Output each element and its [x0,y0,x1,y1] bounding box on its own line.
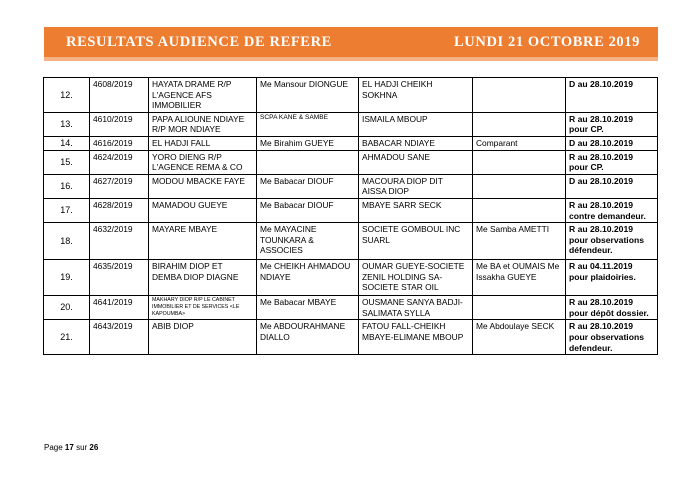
plaintiff-cell: EL HADJI FALL [149,136,257,150]
plaintiff-cell: MAMADOU GUEYE [149,198,257,222]
table-row [44,78,658,113]
defendant-lawyer-cell [473,112,566,136]
plaintiff-lawyer-cell: Me Babacar DIOUF [257,174,359,198]
result-cell: D au 28.10.2019 [566,78,658,113]
defendant-cell: OUSMANE SANYA BADJI-SALIMATA SYLLA [359,296,473,320]
plaintiff-cell: BIRAHIM DIOP ET DEMBA DIOP DIAGNE [149,260,257,296]
row-number-cell: 14. [44,136,90,150]
plaintiff-lawyer-cell: SCPA KANE & SAMBE [257,112,359,136]
result-cell: D au 28.10.2019 [566,174,658,198]
hearing-date: LUNDI 21 OCTOBRE 2019 [454,33,640,50]
defendant-lawyer-cell: Me BA et OUMAIS Me Issakha GUEYE [473,260,566,296]
row-number-cell: 12. [44,78,90,113]
defendant-lawyer-cell: Me Samba AMETTI [473,223,566,260]
result-cell: R au 28.10.2019 pour CP. [566,112,658,136]
header-banner [44,27,658,57]
plaintiff-lawyer-cell: Me Birahim GUEYE [257,136,359,150]
defendant-lawyer-cell [473,78,566,113]
row-number-cell: 18. [44,223,90,260]
plaintiff-cell: MAYARE MBAYE [149,223,257,260]
defendant-lawyer-cell: Comparant [473,136,566,150]
case-number-cell: 4610/2019 [90,112,149,136]
defendant-cell: OUMAR GUEYE-SOCIETE ZENIL HOLDING SA-SOCIETE STAR OIL [359,260,473,296]
row-number-cell: 21. [44,320,90,355]
result-cell: R au 28.10.2019 pour observations défendeur. [566,223,658,260]
plaintiff-cell: PAPA ALIOUNE NDIAYE R/P MOR NDIAYE [149,112,257,136]
defendant-lawyer-cell [473,296,566,320]
row-number-cell: 20. [44,296,90,320]
result-cell: R au 28.10.2019 contre demandeur. [566,198,658,222]
defendant-lawyer-cell [473,198,566,222]
defendant-lawyer-cell [473,174,566,198]
plaintiff-lawyer-cell: Me Babacar MBAYE [257,296,359,320]
results-table [43,77,658,355]
defendant-cell: FATOU FALL-CHEIKH MBAYE-ELIMANE MBOUP [359,320,473,355]
row-number-cell: 19. [44,260,90,296]
case-number-cell: 4624/2019 [90,150,149,174]
row-number-cell: 16. [44,174,90,198]
defendant-cell: AHMADOU SANE [359,150,473,174]
plaintiff-lawyer-cell: Me MAYACINE TOUNKARA & ASSOCIES [257,223,359,260]
table-row [44,136,658,150]
row-number-cell: 13. [44,112,90,136]
plaintiff-lawyer-cell [257,150,359,174]
result-cell: R au 28.10.2019 pour dépôt dossier. [566,296,658,320]
case-number-cell: 4635/2019 [90,260,149,296]
result-cell: D au 28.10.2019 [566,136,658,150]
row-number-cell: 15. [44,150,90,174]
table-row [44,296,658,320]
defendant-cell: MACOURA DIOP DIT AISSA DIOP [359,174,473,198]
case-number-cell: 4641/2019 [90,296,149,320]
result-cell: R au 28.10.2019 pour observations defendeur. [566,320,658,355]
table-row [44,223,658,260]
plaintiff-cell: ABIB DIOP [149,320,257,355]
plaintiff-lawyer-cell: Me CHEIKH AHMADOU NDIAYE [257,260,359,296]
defendant-lawyer-cell: Me Abdoulaye SECK [473,320,566,355]
result-cell: R au 04.11.2019 pour plaidoiries. [566,260,658,296]
plaintiff-cell: MAKHARY DIOP R/P LE CABINET IMMOBILIER ET DE SERVICES <LE KAPOUMBA> [149,296,257,320]
plaintiff-lawyer-cell: Me ABDOURAHMANE DIALLO [257,320,359,355]
plaintiff-lawyer-cell: Me Mansour DIONGUE [257,78,359,113]
plaintiff-lawyer-cell: Me Babacar DIOUF [257,198,359,222]
defendant-lawyer-cell [473,150,566,174]
defendant-cell: MBAYE SARR SECK [359,198,473,222]
footer-separator: sur [76,443,88,452]
plaintiff-cell: MODOU MBACKE FAYE [149,174,257,198]
plaintiff-cell: HAYATA DRAME R/P L'AGENCE AFS IMMOBILIER [149,78,257,113]
defendant-cell: ISMAILA MBOUP [359,112,473,136]
case-number-cell: 4628/2019 [90,198,149,222]
table-row [44,198,658,222]
table-row [44,320,658,355]
defendant-cell: BABACAR NDIAYE [359,136,473,150]
total-page-count: 26 [89,443,99,452]
table-row [44,260,658,296]
defendant-cell: EL HADJI CHEIKH SOKHNA [359,78,473,113]
footer-prefix: Page [44,443,63,452]
case-number-cell: 4627/2019 [90,174,149,198]
result-cell: R au 28.10.2019 pour CP. [566,150,658,174]
table-row [44,112,658,136]
page-title: RESULTATS AUDIENCE DE REFERE [66,33,332,50]
plaintiff-cell: YORO DIENG R/P L'AGENCE REMA & CO [149,150,257,174]
case-number-cell: 4643/2019 [90,320,149,355]
case-number-cell: 4632/2019 [90,223,149,260]
table-row [44,174,658,198]
table-row [44,150,658,174]
case-number-cell: 4616/2019 [90,136,149,150]
row-number-cell: 17. [44,198,90,222]
defendant-cell: SOCIETE GOMBOUL INC SUARL [359,223,473,260]
page-footer [44,443,98,452]
case-number-cell: 4608/2019 [90,78,149,113]
results-table-body [44,78,658,355]
current-page-number: 17 [64,443,74,452]
